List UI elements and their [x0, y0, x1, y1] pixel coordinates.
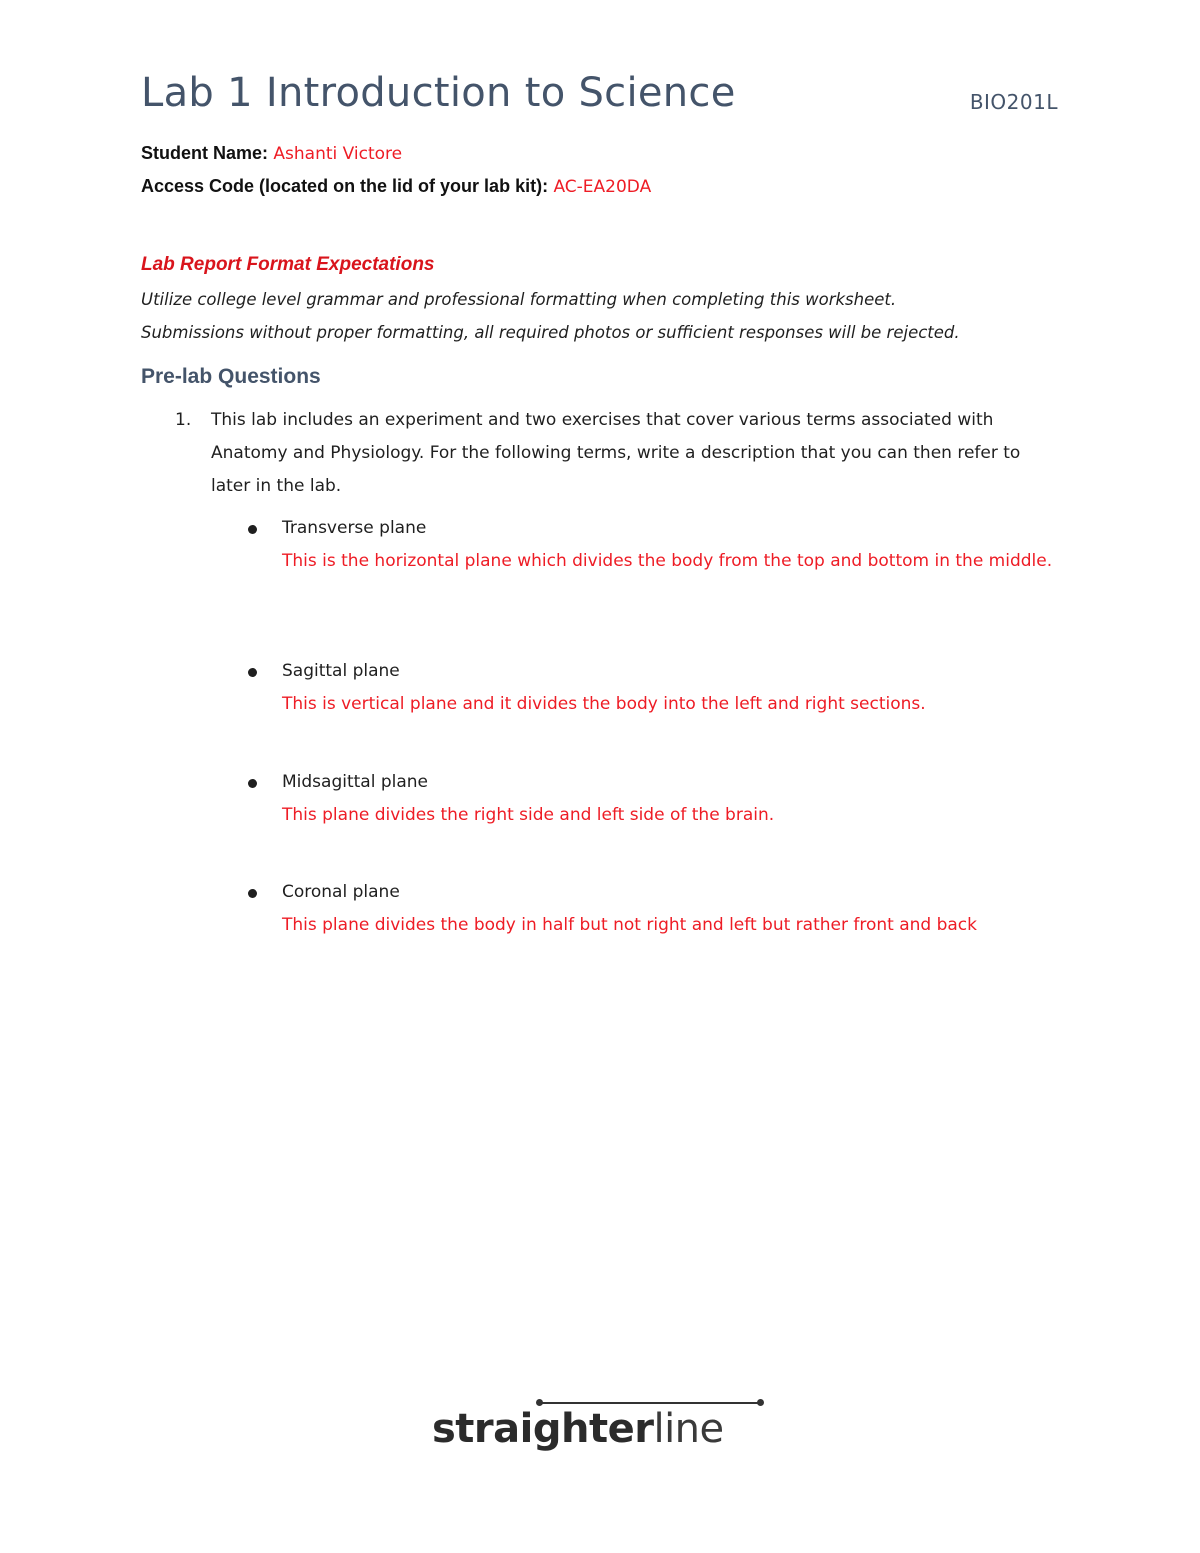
format-line-2: Submissions without proper formatting, all required photos or sufficient responses will be rejected.: [141, 323, 960, 342]
access-code-row: [141, 176, 651, 197]
prelab-heading: Pre-lab Questions: [141, 365, 321, 388]
term-name: Coronal plane: [282, 882, 400, 902]
page-title: Lab 1 Introduction to Science: [141, 70, 736, 116]
term-description: This plane divides the body in half but not right and left but rather front and back: [282, 915, 977, 935]
logo-dot-left: [536, 1399, 543, 1406]
logo-bold-text: straighter: [432, 1406, 654, 1452]
access-code-value: AC-EA20DA: [553, 177, 652, 197]
term-description: This is the horizontal plane which divides the body from the top and bottom in the middle.: [282, 551, 1053, 571]
term-item: [240, 876, 1060, 942]
bullet-icon: [248, 779, 257, 788]
term-name: Midsagittal plane: [282, 772, 429, 792]
bullet-icon: [248, 889, 257, 898]
logo-dot-right: [757, 1399, 764, 1406]
student-name-row: [141, 143, 402, 164]
student-name-value: Ashanti Victore: [273, 144, 403, 164]
access-code-label: Access Code (located on the lid of your lab kit):: [141, 176, 549, 196]
course-code: BIO201L: [969, 90, 1058, 114]
logo-light-text: line: [653, 1406, 724, 1452]
logo-wordmark: [432, 1406, 724, 1452]
straighterline-logo: [432, 1398, 762, 1458]
term-item: [240, 655, 1060, 721]
term-name: Transverse plane: [282, 518, 427, 538]
logo-overline: [540, 1402, 760, 1404]
term-item: [240, 512, 1060, 578]
term-description: This is vertical plane and it divides the body into the left and right sections.: [282, 694, 926, 714]
question-number: 1.: [175, 410, 192, 430]
question-1: [175, 404, 1055, 503]
bullet-icon: [248, 525, 257, 534]
format-line-1: Utilize college level grammar and professional formatting when completing this worksheet.: [141, 290, 897, 309]
term-name: Sagittal plane: [282, 661, 400, 681]
bullet-icon: [248, 668, 257, 677]
student-name-label: Student Name:: [141, 143, 269, 163]
term-description: This plane divides the right side and left side of the brain.: [282, 805, 775, 825]
format-heading: Lab Report Format Expectations: [141, 254, 435, 275]
term-item: [240, 766, 1060, 832]
question-text: This lab includes an experiment and two exercises that cover various terms associated with Anatomy and Physiology. For the following terms, write a description that you can then refer to later in the lab.: [211, 410, 1021, 496]
